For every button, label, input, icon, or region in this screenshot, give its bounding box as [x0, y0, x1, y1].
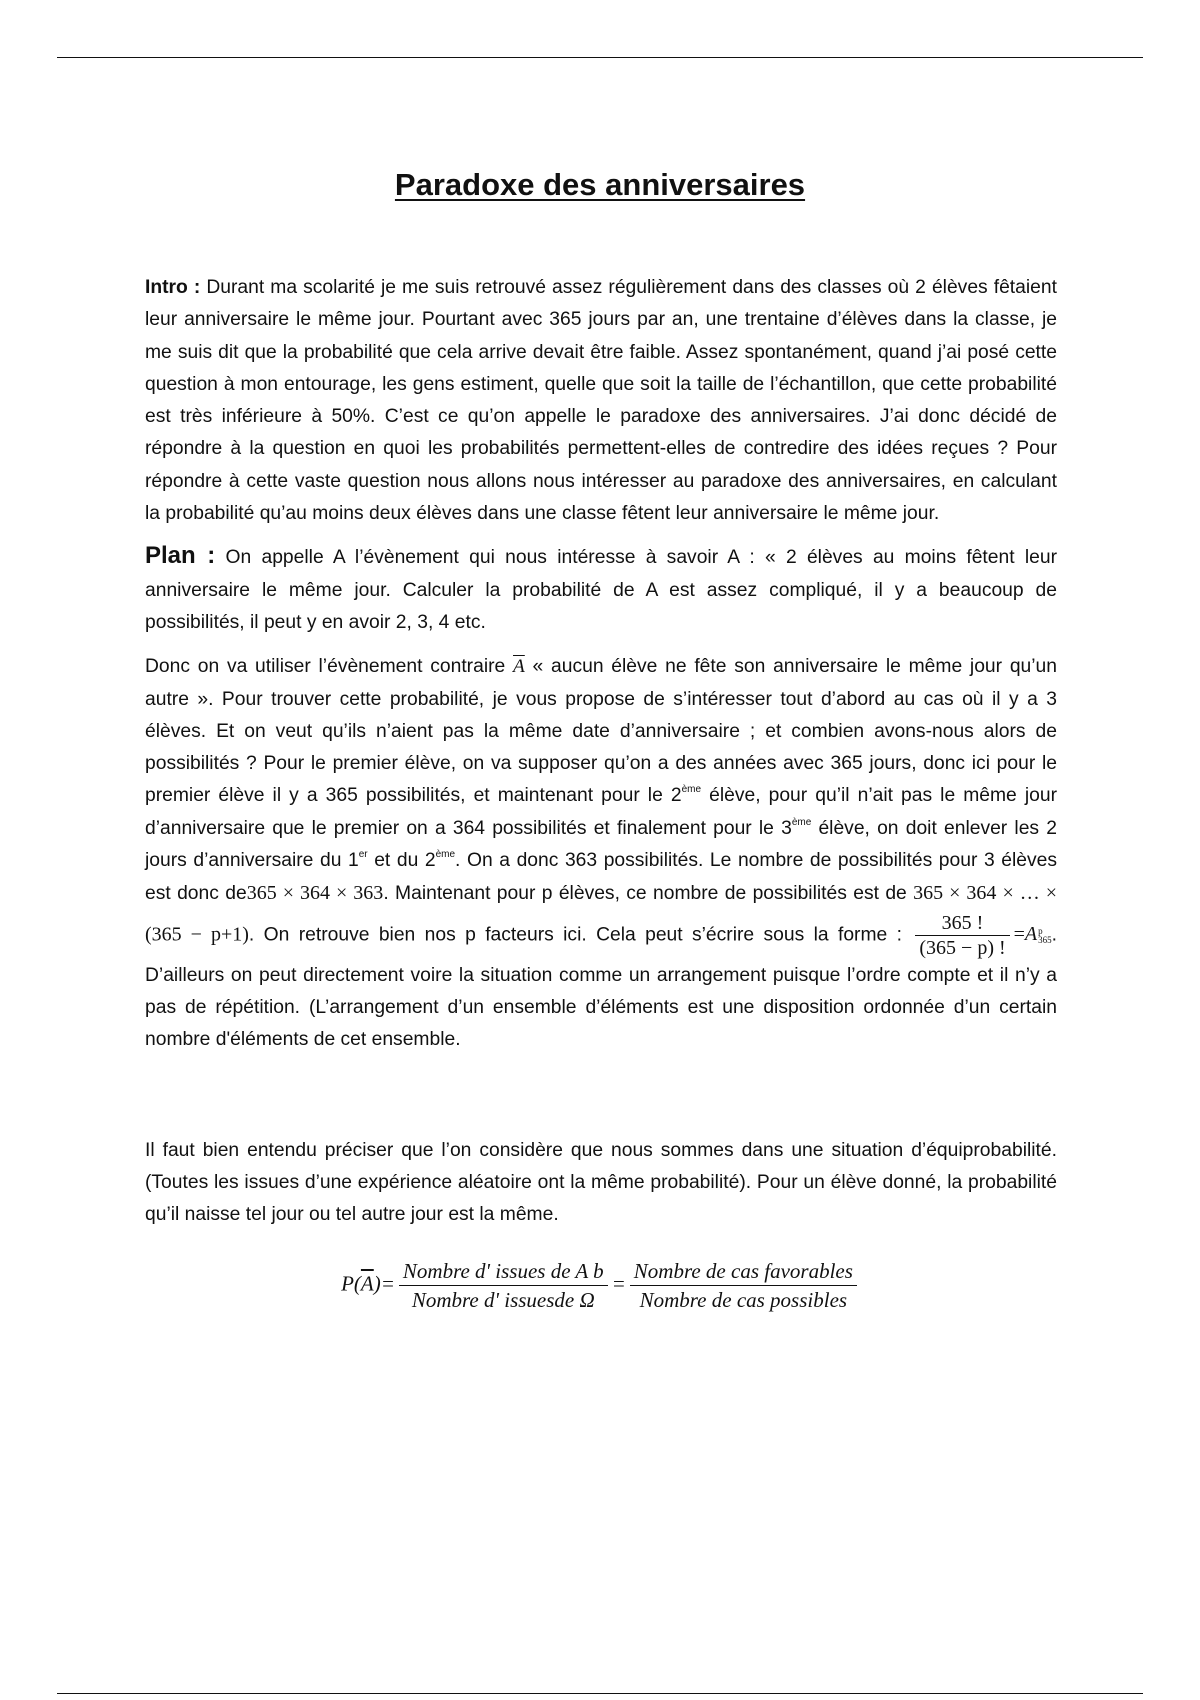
method-text-8: . On retrouve bien nos p facteurs ici. Cela peut s’écrire sous la forme : [248, 924, 912, 946]
plan-paragraph [145, 540, 1057, 639]
ordinal-superscript: ème [435, 849, 456, 861]
method-text-4: élève, on doit enlever les 2 jours d’anniversaire du 1 [145, 817, 1057, 872]
complement-a: $\overline{A}$ [513, 656, 525, 678]
formula-f2-numerator: Nombre de cas favorables [630, 1257, 857, 1286]
method-text-5: et du 2 [367, 850, 436, 872]
arrangement-base: A [1024, 923, 1038, 946]
method-text-2: « aucun élève ne fête son anniversaire le même jour qu’un autre ». Pour trouver cette probabilité, je vous propose de s’intéresser tout d’abord au cas où il y a 3 élèves. Et on veut qu’ils n’aient pas la même date d’anniversaire ; et combien avons-nous alors de possibilités ? Pour le premier élève, on va supposer qu’on a des années avec 365 jours, donc ici pour le premier élève il y a 365 possibilités, et maintenant pour le 2 [145, 656, 1057, 807]
method-text-3: élève, pour qu’il n’ait pas le même jour d’anniversaire que le premier on a 364 possibilités et finalement pour le 3 [145, 785, 1057, 839]
document-body [145, 272, 1057, 1314]
product-3-students: 365 × 364 × 363 [246, 882, 384, 905]
equals-sign: = [1013, 923, 1025, 946]
page-title: Paradoxe des anniversaires [394, 166, 806, 202]
intro-label: Intro : [145, 277, 201, 298]
arrangement-sub: 365 [1038, 934, 1052, 945]
header-rule [57, 57, 1143, 58]
footer-rule [57, 1693, 1143, 1694]
factorial-fraction [915, 911, 1009, 960]
equiprobability-paragraph: Il faut bien entendu préciser que l’on considère que nous sommes dans une situation d’équiprobabilité. (Toutes les issues d’une expérience aléatoire ont la même probabilité). Pour un élève donné, la probabilité qu’il naisse tel jour ou tel autre jour est la même. [145, 1139, 1057, 1226]
arrangement-symbol [1025, 923, 1052, 945]
plan-label: Plan : [145, 542, 216, 570]
formula-p: P [341, 1271, 354, 1296]
arrangement-sup: p [1038, 925, 1043, 936]
intro-paragraph [145, 272, 1057, 530]
formula-fraction-issues [399, 1257, 608, 1314]
method-text-9: . D’ailleurs on peut directement voire la situation comme un arrangement puisque l’ordre compte et il n’y a pas de répétition. (L’arrangement d’un ensemble d’éléments est une disposition ordonnée d’un certain nombre d'éléments de cet ensemble. [145, 924, 1057, 1051]
method-text-1: Donc on va utiliser l’évènement contraire [145, 656, 514, 678]
method-paragraph [145, 651, 1057, 1056]
formula-f1-denominator: Nombre d' issuesde Ω [411, 1288, 595, 1313]
ordinal-superscript: ème [681, 784, 702, 796]
formula-f2-denominator: Nombre de cas possibles [639, 1288, 848, 1313]
ordinal-superscript: er [358, 849, 368, 861]
ordinal-superscript: ème [791, 816, 812, 828]
formula-equals: = [611, 1271, 626, 1296]
fraction-numerator: 365 ! [915, 911, 1009, 936]
plan-text: On appelle A l’évènement qui nous intéresse à savoir A : « 2 élèves au moins fêtent leur anniversaire le même jour. Calculer la probabilité de A est assez compliqué, il y a beaucoup de possibilités, il peut y en avoir 2, 3, 4 etc. [145, 547, 1057, 633]
formula-fraction-cases [630, 1257, 857, 1314]
product-p-students: 365 × 364 × … × (365 − p+1) [145, 882, 1058, 946]
formula-f1-numerator: Nombre d' issues de A b [399, 1257, 608, 1286]
formula-complement-a: $\overline{A}$ [360, 1271, 374, 1296]
probability-formula: $P(\overline{A})=$ $\frac{\text{Nombre d' issues de A b}}{\text{Nombre d' issuesde Ω}}$ = $\frac{\text{Nombre de cas favorables}}{\text{Nombre de cas possibles}}$ [145, 1257, 1057, 1314]
intro-text: Durant ma scolarité je me suis retrouvé assez régulièrement dans des classes où 2 élèves fêtaient leur anniversaire le même jour. Pourtant avec 365 jours par an, une trentaine d’élèves dans la classe, je me suis dit que la probabilité que cela arrive devait être faible. Assez spontanément, quand j’ai posé cette question à mon entourage, les gens estiment, quelle que soit la taille de l’échantillon, que cette probabilité est très inférieure à 50%. C’est ce qu’on appelle le paradoxe des anniversaires. J’ai donc décidé de répondre à la question en quoi les probabilités permettent-elles de contredire des idées reçues ? Pour répondre à cette vaste question nous allons nous intéresser au paradoxe des anniversaires, en calculant la probabilité qu’au moins deux élèves dans une classe fêtent leur anniversaire le même jour. [145, 277, 1057, 525]
arrangement-indices [1038, 927, 1052, 945]
fraction-denominator: (365 − p) ! [919, 936, 1006, 959]
method-text-6: . On a donc 363 possibilités. Le nombre de possibilités pour 3 élèves est donc de [145, 850, 1057, 905]
method-text-7: . Maintenant pour p élèves, ce nombre de possibilités est de [383, 883, 914, 905]
